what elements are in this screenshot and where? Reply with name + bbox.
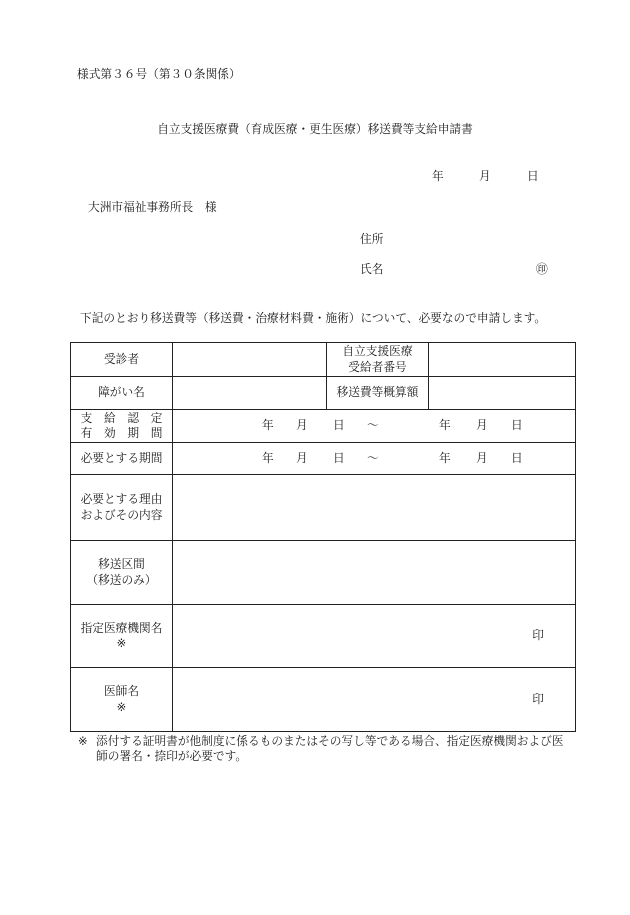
recipient-number-label-line-1: 自立支援医療 (342, 345, 413, 358)
recipient-number-value-cell (429, 343, 576, 377)
footer-note-mark: ※ (78, 735, 88, 748)
institution-note-mark: ※ (116, 637, 127, 650)
reason-label-line-1: 必要とする理由 (80, 493, 163, 506)
footer-note-line-2: 師の署名・捺印が必要です。 (96, 750, 248, 763)
form-title: 自立支援医療費（育成医療・更生医療）移送費等支給申請書 (157, 123, 473, 136)
application-table (70, 342, 576, 732)
validity-end-month: 月 (476, 419, 488, 432)
required-start-year: 年 (262, 451, 274, 465)
row-doctor (71, 668, 576, 732)
doctor-label-text: 医師名 (103, 685, 140, 698)
estimated-cost-label: 移送費等概算額 (327, 377, 429, 410)
required-end-year: 年 (439, 451, 451, 465)
row-institution (71, 605, 576, 668)
validity-end-year: 年 (439, 419, 451, 432)
patient-label: 受診者 (71, 343, 173, 377)
reason-label (71, 475, 173, 541)
addressee: 大洲市福祉事務所長 様 (88, 201, 217, 214)
patient-value-cell (173, 343, 327, 377)
doctor-seal-mark: 印 (532, 692, 544, 706)
estimated-cost-value-cell (429, 377, 576, 410)
validity-end-day: 日 (511, 419, 523, 432)
institution-label (71, 605, 173, 668)
validity-start-year: 年 (262, 419, 274, 432)
required-period-label: 必要とする期間 (71, 443, 173, 475)
validity-period-label-line-2: 有 効 期 間 (80, 427, 163, 440)
reason-value-cell (173, 475, 576, 541)
seal-mark: ㊞ (536, 263, 548, 276)
row-reason (71, 475, 576, 541)
validity-range-separator: 〜 (367, 419, 379, 432)
transport-section-value-cell (173, 541, 576, 605)
doctor-value-cell (173, 668, 576, 732)
address-label: 住所 (360, 233, 384, 246)
doctor-note-mark: ※ (116, 700, 127, 714)
required-period-date-cell (173, 443, 576, 475)
name-label: 氏名 (360, 263, 384, 276)
row-patient (71, 343, 576, 377)
required-end-month: 月 (476, 451, 488, 465)
disability-label: 障がい名 (71, 377, 173, 410)
disability-value-cell (173, 377, 327, 410)
date-day-label: 日 (527, 170, 539, 183)
validity-start-day: 日 (333, 419, 345, 432)
validity-start-month: 月 (296, 419, 308, 432)
validity-period-label (71, 410, 173, 443)
intro-text: 下記のとおり移送費等（移送費・治療材料費・施術）について、必要なので申請します。 (80, 312, 547, 325)
transport-section-label-line-2: （移送のみ） (86, 573, 157, 587)
institution-value-cell (173, 605, 576, 668)
reason-label-line-2: およびその内容 (80, 508, 163, 522)
transport-section-label (71, 541, 173, 605)
row-transport-section (71, 541, 576, 605)
required-start-month: 月 (296, 451, 308, 465)
recipient-number-label-line-2: 受給者番号 (348, 360, 407, 374)
form-number: 様式第３６号（第３０条関係） (77, 68, 241, 81)
validity-period-label-line-1: 支 給 認 定 (80, 411, 163, 425)
footer-note-line-1: 添付する証明書が他制度に係るものまたはその写し等である場合、指定医療機関および医 (96, 735, 564, 748)
date-month-label: 月 (479, 170, 491, 183)
recipient-number-label (327, 343, 429, 377)
required-start-day: 日 (333, 451, 345, 465)
row-validity-period (71, 410, 576, 443)
institution-label-text: 指定医療機関名 (80, 621, 163, 635)
required-range-separator: 〜 (367, 451, 379, 465)
institution-seal-mark: 印 (532, 629, 544, 642)
doctor-label (71, 668, 173, 732)
transport-section-label-line-1: 移送区間 (98, 558, 145, 571)
required-end-day: 日 (511, 451, 523, 465)
date-year-label: 年 (432, 170, 444, 183)
validity-period-date-cell (173, 410, 576, 443)
row-required-period (71, 443, 576, 475)
row-disability (71, 377, 576, 410)
